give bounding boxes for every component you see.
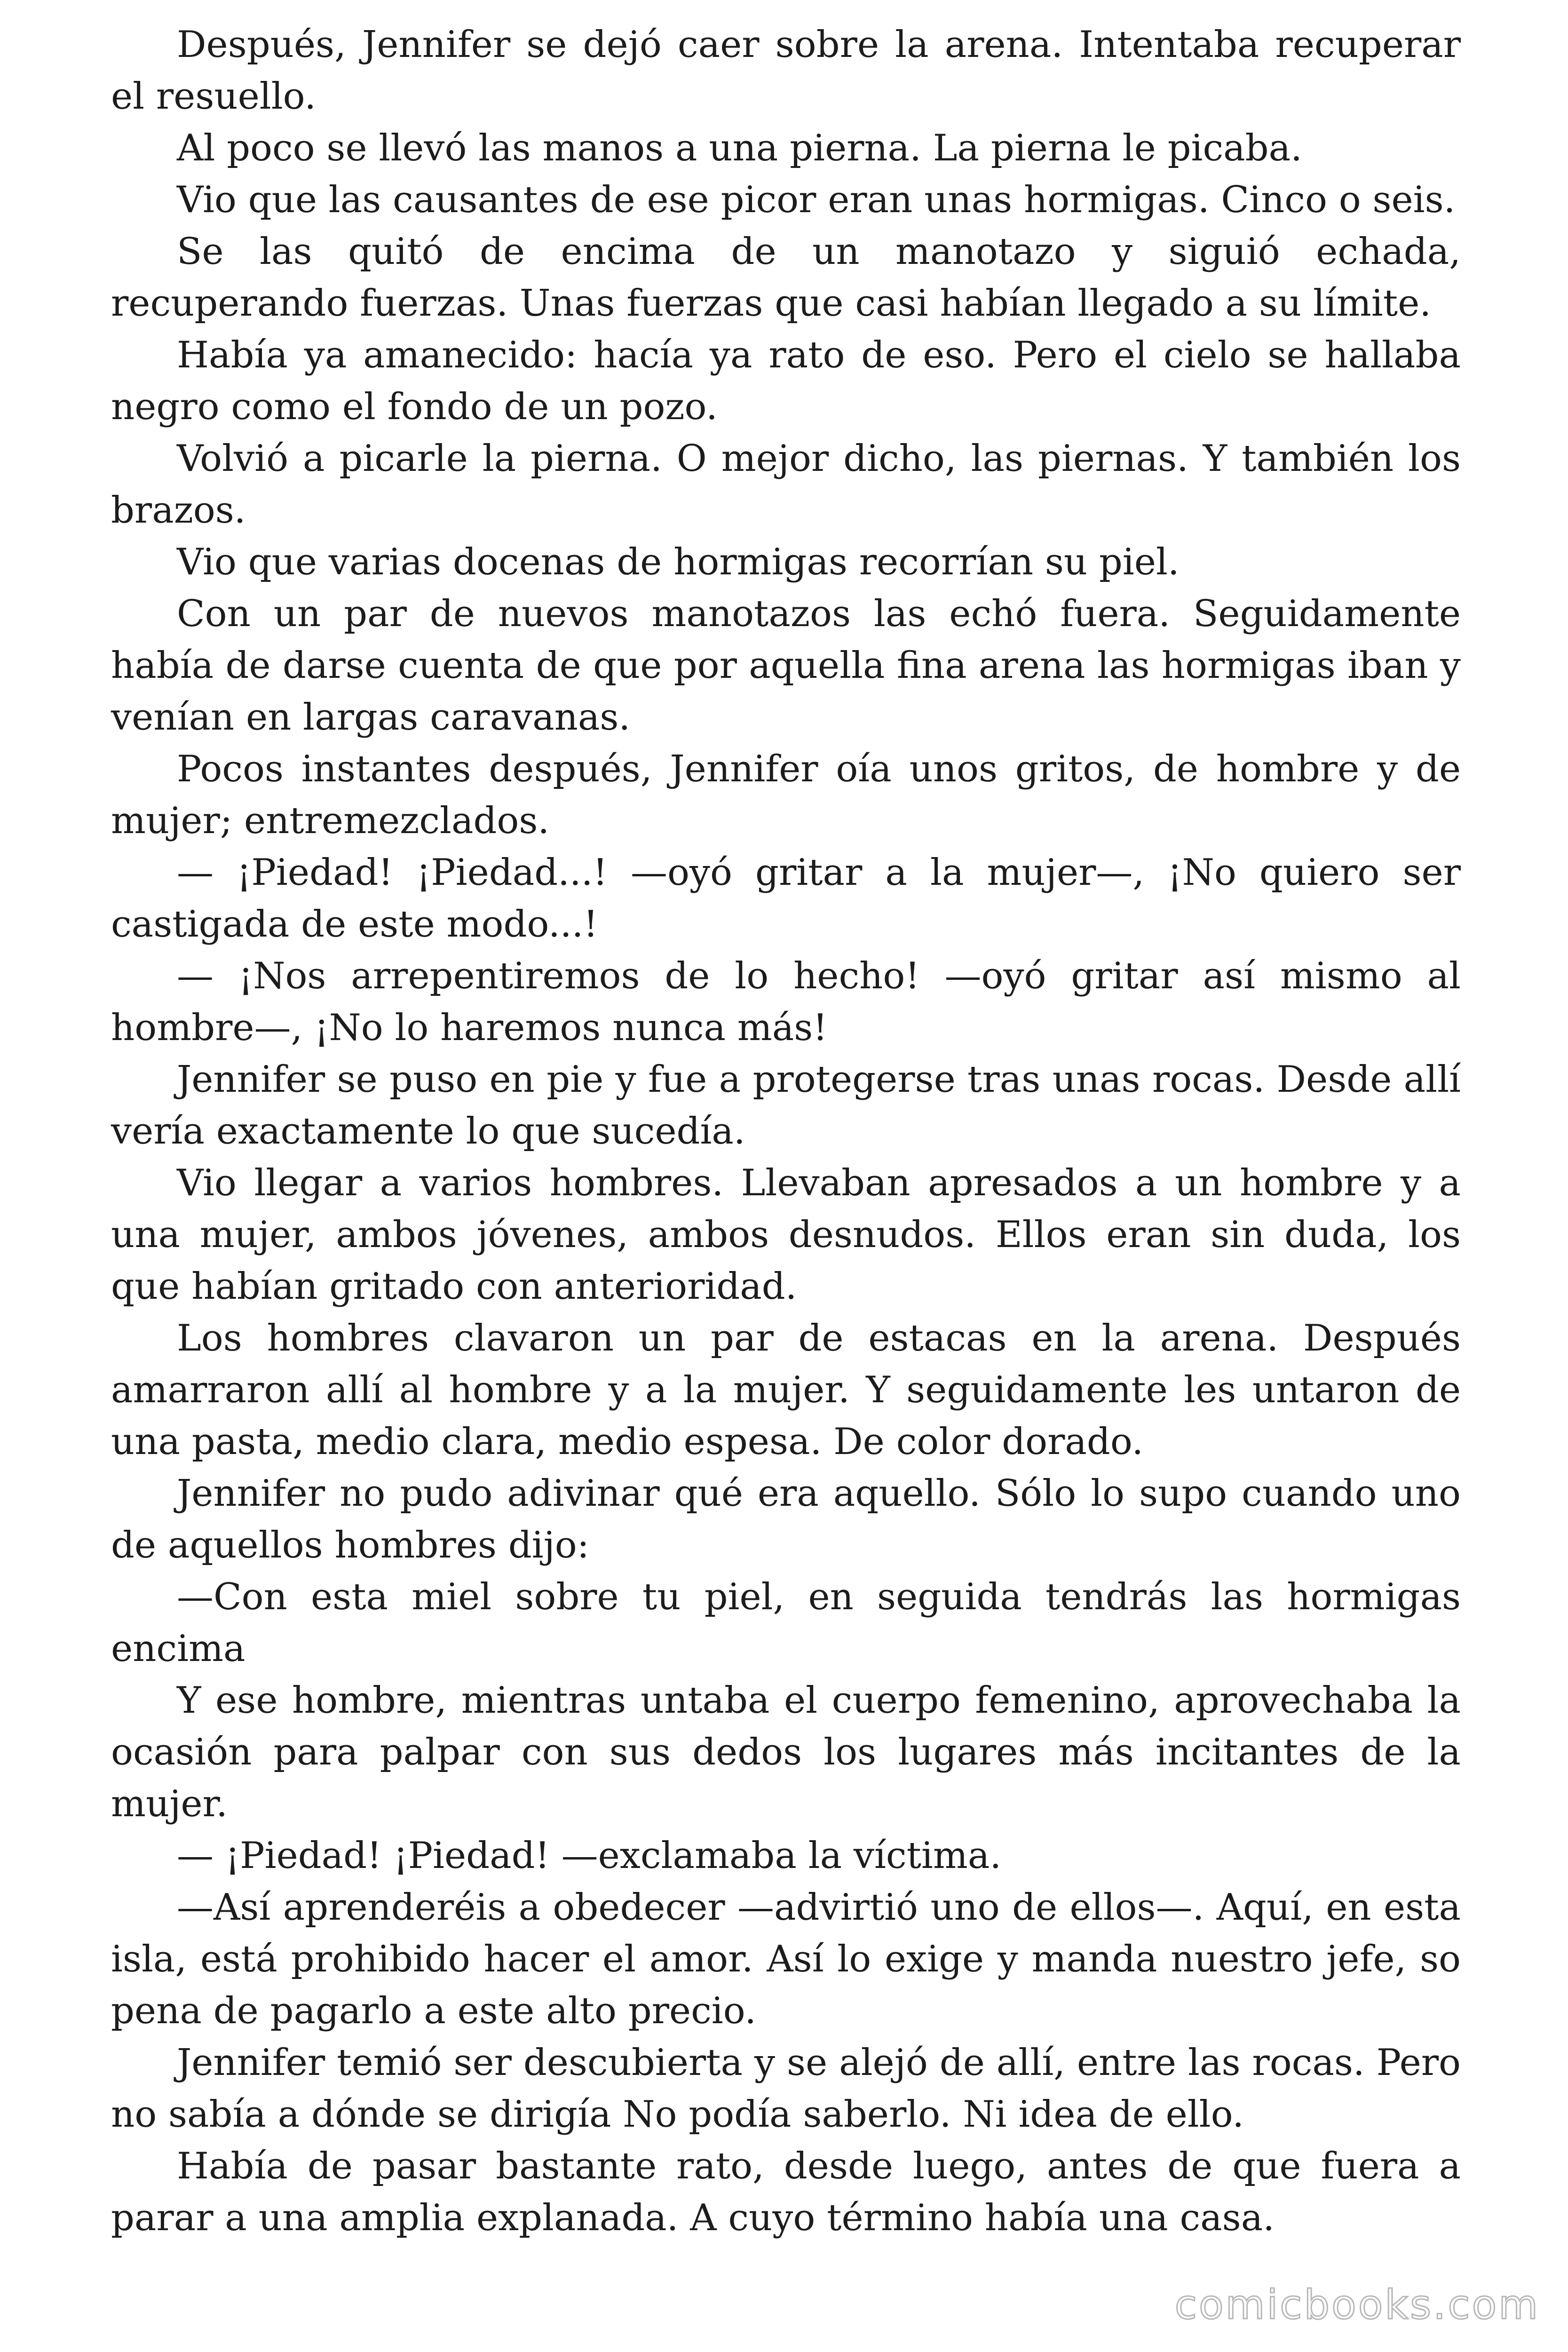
paragraph: Con un par de nuevos manotazos las echó fuera. Seguidamente había de darse cuenta de que por aquella fina arena las hormigas iban y venían en largas caravanas.	[111, 593, 1461, 739]
paragraph: Jennifer temió ser descubierta y se alejó de allí, entre las rocas. Pero no sabía a dónde se dirigía No podía saberlo. Ni idea de ello.	[111, 2042, 1461, 2136]
watermark-logo: comicbooks.com	[1174, 2281, 1540, 2328]
paragraph: —Así aprenderéis a obedecer —advirtió uno de ellos—. Aquí, en esta isla, está prohibido hacer el amor. Así lo exige y manda nuestro jefe, so pena de pagarlo a este alto precio.	[111, 1886, 1461, 2032]
paragraph: Jennifer no pudo adivinar qué era aquello. Sólo lo supo cuando uno de aquellos hombres dijo:	[111, 1472, 1461, 1566]
paragraph: Pocos instantes después, Jennifer oía unos gritos, de hombre y de mujer; entremezclados.	[111, 748, 1461, 842]
paragraph: — ¡Piedad! ¡Piedad! —exclamaba la víctima.	[177, 1835, 1002, 1877]
paragraph: —Con esta miel sobre tu piel, en seguida tendrás las hormigas encima	[111, 1576, 1461, 1670]
paragraph: Había de pasar bastante rato, desde luego, antes de que fuera a parar a una amplia explanada. A cuyo término había una casa.	[111, 2145, 1461, 2239]
paragraph: Vio llegar a varios hombres. Llevaban apresados a un hombre y a una mujer, ambos jóvenes, ambos desnudos. Ellos eran sin duda, los que habían gritado con anterioridad.	[111, 1162, 1461, 1308]
paragraph: Vio que varias docenas de hormigas recorrían su piel.	[177, 541, 1180, 583]
paragraph: Volvió a picarle la pierna. O mejor dicho, las piernas. Y también los brazos.	[111, 437, 1461, 532]
paragraph: Los hombres clavaron un par de estacas en la arena. Después amarraron allí al hombre y a la mujer. Y seguidamente les untaron de una pasta, medio clara, medio espesa. De color dorado.	[111, 1317, 1461, 1463]
paragraph: Vio que las causantes de ese picor eran unas hormigas. Cinco o seis.	[177, 179, 1456, 221]
paragraph: Jennifer se puso en pie y fue a protegerse tras unas rocas. Desde allí vería exactamente lo que sucedía.	[111, 1058, 1461, 1152]
paragraph: Y ese hombre, mientras untaba el cuerpo femenino, aprovechaba la ocasión para palpar con sus dedos los lugares más incitantes de la mujer.	[111, 1679, 1461, 1825]
paragraph: Al poco se llevó las manos a una pierna. La pierna le picaba.	[177, 127, 1302, 169]
paragraph: Había ya amanecido: hacía ya rato de eso. Pero el cielo se hallaba negro como el fondo de un pozo.	[111, 334, 1461, 428]
paragraph: Después, Jennifer se dejó caer sobre la arena. Intentaba recuperar el resuello.	[111, 24, 1461, 118]
page-text	[111, 19, 1461, 2244]
paragraph: — ¡Piedad! ¡Piedad...! —oyó gritar a la mujer—, ¡No quiero ser castigada de este modo...!	[111, 851, 1461, 946]
paragraph: Se las quitó de encima de un manotazo y siguió echada, recuperando fuerzas. Unas fuerzas que casi habían llegado a su límite.	[111, 230, 1461, 325]
paragraph: — ¡Nos arrepentiremos de lo hecho! —oyó gritar así mismo al hombre—, ¡No lo haremos nunca más!	[111, 955, 1461, 1049]
